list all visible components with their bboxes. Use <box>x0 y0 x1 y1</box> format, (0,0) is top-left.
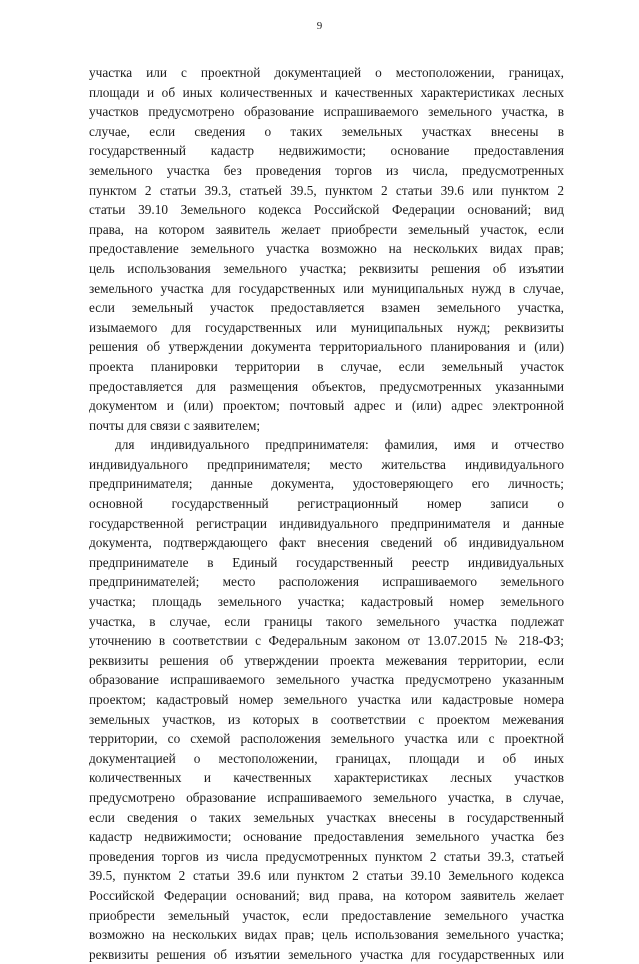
page-number: 9 <box>316 20 323 32</box>
text-line: предпринимателей; место расположения испрашиваемого земельного <box>89 574 564 590</box>
body-text <box>89 63 564 964</box>
text-line: решения об утверждении документа территориального планирования и (или) <box>89 339 564 355</box>
text-line: участка, в случае, если границы такого земельного участка подлежат <box>89 613 564 629</box>
text-line: площади и об иных количественных и качественных характеристиках лесных <box>89 84 564 100</box>
text-line: образование испрашиваемого земельного участка предусмотрено указанным <box>89 672 564 688</box>
text-line: государственный кадастр недвижимости; основание предоставления <box>89 143 564 159</box>
text-line: проектом; кадастровый номер земельного участка или кадастровые номера <box>89 692 564 707</box>
text-line: 39.5, пунктом 2 статьи 39.6 или пунктом 2 статьи 39.10 Земельного кодекса <box>89 868 564 884</box>
text-line: если земельный участок предоставляется взамен земельного участка, <box>89 300 564 316</box>
text-line: почты для связи с заявителем; <box>89 417 261 433</box>
text-line: документацией о местоположении, границах, площади и об иных <box>89 750 564 766</box>
text-line: государственной регистрации индивидуального предпринимателя и данные <box>89 515 564 531</box>
text-line: основной государственный регистрационный номер записи о <box>89 496 564 512</box>
text-line: земельных участков, из которых в соответствии с проектом межевания <box>89 711 564 727</box>
text-line: кадастр недвижимости; основание предоставления земельного участка без <box>89 829 564 845</box>
text-line: пунктом 2 статьи 39.3, статьей 39.5, пунктом 2 статьи 39.6 или пунктом 2 <box>89 182 564 198</box>
text-line: земельного участка для государственных или муниципальных нужд в случае, <box>89 280 564 296</box>
text-line: предпринимателе в Единый государственный реестр индивидуальных <box>89 554 564 570</box>
text-line: уточнению в соответствии с Федеральным законом от 13.07.2015 № 218-ФЗ; <box>89 633 564 649</box>
text-line: статьи 39.10 Земельного кодекса Российской Федерации оснований; вид <box>89 202 564 218</box>
text-line: изымаемого для государственных или муниципальных нужд; реквизиты <box>89 319 564 335</box>
text-line: количественных и качественных характеристиках лесных участков <box>89 770 564 786</box>
text-line: предоставление земельного участка возможно на нескольких видах прав; <box>89 241 564 257</box>
text-line: реквизиты решения об утверждении проекта межевания территории, если <box>89 652 564 668</box>
text-line: цель использования земельного участка; реквизиты решения об изъятии <box>89 260 564 276</box>
text-line: возможно на нескольких видах прав; цель использования земельного участка; <box>89 927 564 943</box>
text-line: документа, подтверждающего факт внесения сведений об индивидуальном <box>89 535 564 551</box>
text-line: предпринимателя; данные документа, удостоверяющего его личность; <box>89 476 564 492</box>
text-line: участка или с проектной документацией о местоположении, границах, <box>89 65 564 80</box>
text-line: предоставляется для размещения объектов, предусмотренных указанными <box>89 378 564 394</box>
text-line: права, на котором заявитель желает приобрести земельный участок, если <box>89 221 564 237</box>
text-line: проведения торгов из числа предусмотренных пунктом 2 статьи 39.3, статьей <box>89 848 564 864</box>
text-line: реквизиты решения об изъятии земельного участка для государственных или <box>89 946 564 962</box>
text-line: для индивидуального предпринимателя: фамилия, имя и отчество <box>115 437 564 453</box>
text-line: земельного участка без проведения торгов из числа, предусмотренных <box>89 162 564 178</box>
text-line: участка; площадь земельного участка; кадастровый номер земельного <box>89 594 564 610</box>
text-line: индивидуального предпринимателя; место жительства индивидуального <box>89 456 564 472</box>
text-line: участков предусмотрено образование испрашиваемого земельного участка, в <box>89 104 564 120</box>
text-line: Российской Федерации оснований; вид права, на котором заявитель желает <box>89 887 564 903</box>
text-line: документом и (или) проектом; почтовый адрес и (или) адрес электронной <box>89 398 564 414</box>
text-line: приобрести земельный участок, если предоставление земельного участка <box>89 907 564 923</box>
text-line: предусмотрено образование испрашиваемого земельного участка, в случае, <box>89 789 564 805</box>
text-line: проекта планировки территории в случае, если земельный участок <box>89 358 564 374</box>
text-line: если сведения о таких земельных участках внесены в государственный <box>89 809 564 825</box>
text-line: территории, со схемой расположения земельного участка или с проектной <box>89 731 564 747</box>
text-line: случае, если сведения о таких земельных участках внесены в <box>89 123 564 139</box>
